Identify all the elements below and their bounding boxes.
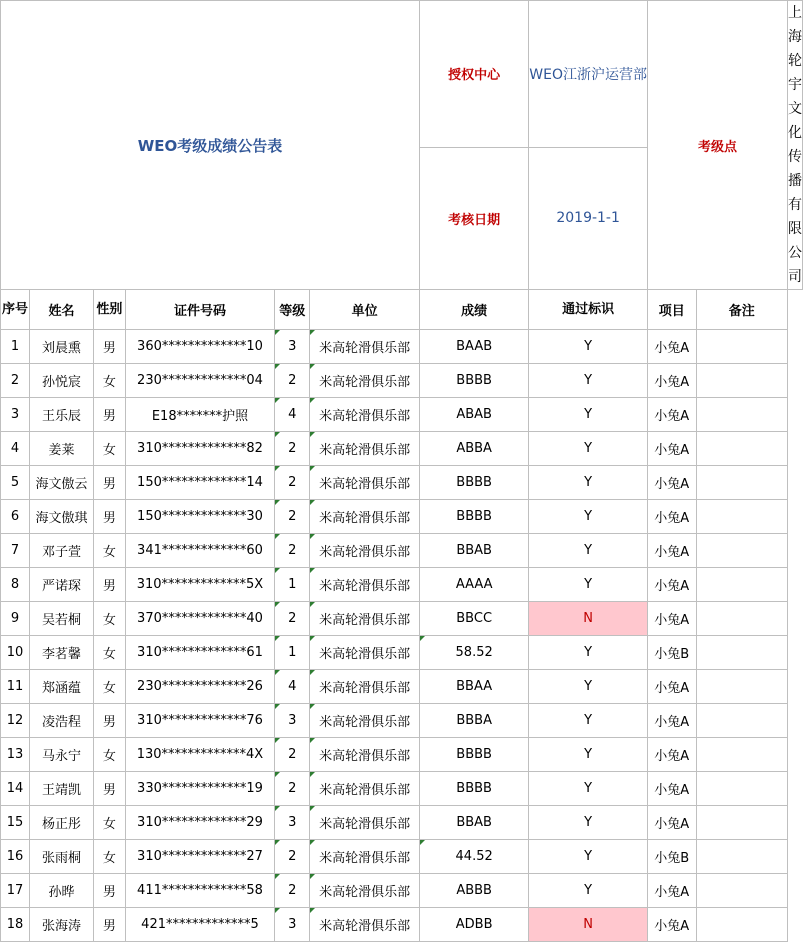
cell-seq[interactable]: 4 (1, 432, 30, 466)
cell-remark[interactable] (696, 330, 787, 364)
cell-pass[interactable]: Y (529, 330, 648, 364)
cell-gender[interactable]: 女 (94, 840, 126, 874)
cell-score[interactable]: ADBB (420, 908, 529, 942)
cell-unit[interactable]: 米高轮滑俱乐部 (310, 364, 420, 398)
cell-project[interactable]: 小兔A (647, 738, 696, 772)
cell-unit[interactable]: 米高轮滑俱乐部 (310, 772, 420, 806)
cell-gender[interactable]: 女 (94, 738, 126, 772)
cell-id[interactable]: 310*************82 (125, 432, 274, 466)
cell-score[interactable]: ABBB (420, 874, 529, 908)
cell-name[interactable]: 孙悦宸 (29, 364, 93, 398)
cell-name[interactable]: 凌浩程 (29, 704, 93, 738)
cell-unit[interactable]: 米高轮滑俱乐部 (310, 602, 420, 636)
cell-score[interactable]: BBAA (420, 670, 529, 704)
cell-gender[interactable]: 女 (94, 534, 126, 568)
cell-project[interactable]: 小兔B (647, 840, 696, 874)
cell-level[interactable]: 2 (275, 840, 310, 874)
cell-name[interactable]: 李茗馨 (29, 636, 93, 670)
table-row (1, 840, 803, 874)
cell-remark[interactable] (696, 534, 787, 568)
col-header-name[interactable]: 姓名 (29, 290, 93, 330)
cell-name[interactable]: 吴若桐 (29, 602, 93, 636)
cell-remark[interactable] (696, 602, 787, 636)
cell-unit[interactable]: 米高轮滑俱乐部 (310, 738, 420, 772)
col-header-seq[interactable]: 序号 (1, 290, 30, 330)
cell-seq[interactable]: 3 (1, 398, 30, 432)
cell-level[interactable]: 4 (275, 398, 310, 432)
table-row (1, 636, 803, 670)
cell-remark[interactable] (696, 874, 787, 908)
cell-seq[interactable]: 14 (1, 772, 30, 806)
cell-remark[interactable] (696, 840, 787, 874)
cell-unit[interactable]: 米高轮滑俱乐部 (310, 568, 420, 602)
cell-project[interactable]: 小兔A (647, 772, 696, 806)
cell-score[interactable]: ABAB (420, 398, 529, 432)
cell-id[interactable]: 411*************58 (125, 874, 274, 908)
cell-unit[interactable]: 米高轮滑俱乐部 (310, 806, 420, 840)
exam-date-label[interactable]: 考核日期 (420, 147, 529, 289)
cell-name[interactable]: 张海涛 (29, 908, 93, 942)
cell-remark[interactable] (696, 738, 787, 772)
cell-unit[interactable]: 米高轮滑俱乐部 (310, 398, 420, 432)
cell-score[interactable]: ABBA (420, 432, 529, 466)
cell-project[interactable]: 小兔A (647, 466, 696, 500)
table-row (1, 398, 803, 432)
cell-remark[interactable] (696, 806, 787, 840)
cell-gender[interactable]: 女 (94, 636, 126, 670)
cell-name[interactable]: 王靖凯 (29, 772, 93, 806)
cell-seq[interactable]: 17 (1, 874, 30, 908)
table-row (1, 500, 803, 534)
cell-name[interactable]: 海文傲云 (29, 466, 93, 500)
cell-score[interactable]: BBBB (420, 500, 529, 534)
cell-gender[interactable]: 男 (94, 330, 126, 364)
cell-seq[interactable]: 1 (1, 330, 30, 364)
exam-date-value[interactable]: 2019-1-1 (529, 147, 648, 289)
cell-score[interactable]: BBAB (420, 806, 529, 840)
cell-remark[interactable] (696, 500, 787, 534)
cell-level[interactable]: 1 (275, 568, 310, 602)
cell-name[interactable]: 姜莱 (29, 432, 93, 466)
table-row (1, 432, 803, 466)
cell-project[interactable]: 小兔A (647, 398, 696, 432)
cell-unit[interactable]: 米高轮滑俱乐部 (310, 500, 420, 534)
cell-unit[interactable]: 米高轮滑俱乐部 (310, 670, 420, 704)
cell-id[interactable]: 421*************5 (125, 908, 274, 942)
column-header-row (1, 290, 803, 330)
col-header-id[interactable]: 证件号码 (125, 290, 274, 330)
cell-remark[interactable] (696, 364, 787, 398)
cell-pass[interactable]: Y (529, 636, 648, 670)
cell-level[interactable]: 2 (275, 500, 310, 534)
table-row (1, 772, 803, 806)
cell-unit[interactable]: 米高轮滑俱乐部 (310, 704, 420, 738)
cell-name[interactable]: 杨正彤 (29, 806, 93, 840)
cell-gender[interactable]: 女 (94, 602, 126, 636)
cell-level[interactable]: 2 (275, 738, 310, 772)
cell-remark[interactable] (696, 398, 787, 432)
table-row (1, 364, 803, 398)
cell-score[interactable]: BAAB (420, 330, 529, 364)
cell-project[interactable]: 小兔A (647, 432, 696, 466)
cell-seq[interactable]: 10 (1, 636, 30, 670)
cell-gender[interactable]: 男 (94, 874, 126, 908)
cell-gender[interactable]: 男 (94, 568, 126, 602)
cell-id[interactable]: 230*************26 (125, 670, 274, 704)
cell-unit[interactable]: 米高轮滑俱乐部 (310, 466, 420, 500)
cell-remark[interactable] (696, 432, 787, 466)
cell-id[interactable]: 310*************5X (125, 568, 274, 602)
table-row (1, 330, 803, 364)
table-row (1, 670, 803, 704)
cell-project[interactable]: 小兔A (647, 500, 696, 534)
cell-pass[interactable]: Y (529, 806, 648, 840)
cell-name[interactable]: 邓子萱 (29, 534, 93, 568)
cell-pass[interactable]: Y (529, 704, 648, 738)
cell-score[interactable]: BBBB (420, 364, 529, 398)
cell-seq[interactable]: 18 (1, 908, 30, 942)
cell-level[interactable]: 2 (275, 466, 310, 500)
table-row (1, 602, 803, 636)
cell-unit[interactable]: 米高轮滑俱乐部 (310, 432, 420, 466)
cell-id[interactable]: 150*************30 (125, 500, 274, 534)
cell-id[interactable]: 330*************19 (125, 772, 274, 806)
exam-venue-label[interactable]: 考级点 (647, 1, 787, 290)
cell-seq[interactable]: 11 (1, 670, 30, 704)
cell-id[interactable]: E18*******护照 (125, 398, 274, 432)
cell-score[interactable]: AAAA (420, 568, 529, 602)
cell-name[interactable]: 严诺琛 (29, 568, 93, 602)
cell-id[interactable]: 150*************14 (125, 466, 274, 500)
cell-gender[interactable]: 男 (94, 772, 126, 806)
cell-id[interactable]: 341*************60 (125, 534, 274, 568)
cell-project[interactable]: 小兔A (647, 874, 696, 908)
cell-id[interactable]: 310*************29 (125, 806, 274, 840)
cell-name[interactable]: 张雨桐 (29, 840, 93, 874)
cell-remark[interactable] (696, 568, 787, 602)
cell-project[interactable]: 小兔A (647, 364, 696, 398)
cell-id[interactable]: 370*************40 (125, 602, 274, 636)
cell-name[interactable]: 刘晨熏 (29, 330, 93, 364)
cell-gender[interactable]: 男 (94, 466, 126, 500)
cell-gender[interactable]: 女 (94, 670, 126, 704)
cell-score[interactable]: 58.52 (420, 636, 529, 670)
cell-seq[interactable]: 12 (1, 704, 30, 738)
cell-id[interactable]: 360*************10 (125, 330, 274, 364)
sheet-title[interactable]: WEO考级成绩公告表 (1, 1, 420, 290)
cell-level[interactable]: 2 (275, 772, 310, 806)
cell-unit[interactable]: 米高轮滑俱乐部 (310, 534, 420, 568)
cell-project[interactable]: 小兔A (647, 704, 696, 738)
col-header-project[interactable]: 项目 (647, 290, 696, 330)
cell-id[interactable]: 310*************61 (125, 636, 274, 670)
cell-project[interactable]: 小兔B (647, 636, 696, 670)
cell-gender[interactable]: 女 (94, 432, 126, 466)
cell-project[interactable]: 小兔A (647, 806, 696, 840)
cell-pass[interactable]: Y (529, 466, 648, 500)
cell-unit[interactable]: 米高轮滑俱乐部 (310, 840, 420, 874)
col-header-score[interactable]: 成绩 (420, 290, 529, 330)
cell-project[interactable]: 小兔A (647, 602, 696, 636)
cell-score[interactable]: BBBB (420, 466, 529, 500)
cell-gender[interactable]: 男 (94, 704, 126, 738)
table-row (1, 738, 803, 772)
table-row (1, 908, 803, 942)
cell-project[interactable]: 小兔A (647, 670, 696, 704)
cell-pass[interactable]: N (529, 908, 648, 942)
cell-pass[interactable]: Y (529, 568, 648, 602)
cell-remark[interactable] (696, 772, 787, 806)
cell-score[interactable]: BBCC (420, 602, 529, 636)
cell-seq[interactable]: 9 (1, 602, 30, 636)
cell-pass[interactable]: N (529, 602, 648, 636)
cell-level[interactable]: 2 (275, 602, 310, 636)
table-row (1, 568, 803, 602)
cell-name[interactable]: 郑涵蕴 (29, 670, 93, 704)
cell-gender[interactable]: 男 (94, 908, 126, 942)
cell-pass[interactable]: Y (529, 670, 648, 704)
cell-level[interactable]: 3 (275, 704, 310, 738)
cell-score[interactable]: BBBA (420, 704, 529, 738)
cell-score[interactable]: BBBB (420, 738, 529, 772)
cell-pass[interactable]: Y (529, 398, 648, 432)
cell-id[interactable]: 310*************76 (125, 704, 274, 738)
col-header-pass[interactable]: 通过标识 (529, 290, 648, 330)
cell-level[interactable]: 3 (275, 908, 310, 942)
cell-name[interactable]: 孙晔 (29, 874, 93, 908)
cell-remark[interactable] (696, 466, 787, 500)
cell-project[interactable]: 小兔A (647, 568, 696, 602)
cell-project[interactable]: 小兔A (647, 534, 696, 568)
cell-pass[interactable]: Y (529, 534, 648, 568)
cell-name[interactable]: 王乐辰 (29, 398, 93, 432)
cell-id[interactable]: 130*************4X (125, 738, 274, 772)
table-row (1, 704, 803, 738)
cell-seq[interactable]: 6 (1, 500, 30, 534)
auth-center-label[interactable]: 授权中心 (420, 1, 529, 148)
cell-seq[interactable]: 5 (1, 466, 30, 500)
cell-seq[interactable]: 8 (1, 568, 30, 602)
cell-level[interactable]: 2 (275, 432, 310, 466)
cell-remark[interactable] (696, 670, 787, 704)
cell-pass[interactable]: Y (529, 738, 648, 772)
cell-level[interactable]: 3 (275, 330, 310, 364)
col-header-gender[interactable]: 性别 (94, 290, 126, 330)
cell-pass[interactable]: Y (529, 500, 648, 534)
cell-seq[interactable]: 13 (1, 738, 30, 772)
cell-score[interactable]: 44.52 (420, 840, 529, 874)
cell-name[interactable]: 马永宁 (29, 738, 93, 772)
exam-venue-value[interactable]: 上海轮宇文化传播有限公司 (788, 1, 803, 290)
col-header-unit[interactable]: 单位 (310, 290, 420, 330)
cell-level[interactable]: 3 (275, 806, 310, 840)
cell-level[interactable]: 2 (275, 364, 310, 398)
cell-gender[interactable]: 男 (94, 398, 126, 432)
cell-id[interactable]: 230*************04 (125, 364, 274, 398)
cell-seq[interactable]: 2 (1, 364, 30, 398)
cell-remark[interactable] (696, 704, 787, 738)
table-row (1, 806, 803, 840)
cell-level[interactable]: 4 (275, 670, 310, 704)
cell-seq[interactable]: 7 (1, 534, 30, 568)
cell-remark[interactable] (696, 908, 787, 942)
cell-unit[interactable]: 米高轮滑俱乐部 (310, 874, 420, 908)
cell-pass[interactable]: Y (529, 874, 648, 908)
table-row (1, 534, 803, 568)
cell-unit[interactable]: 米高轮滑俱乐部 (310, 908, 420, 942)
table-row (1, 874, 803, 908)
cell-seq[interactable]: 15 (1, 806, 30, 840)
cell-score[interactable]: BBBB (420, 772, 529, 806)
cell-unit[interactable]: 米高轮滑俱乐部 (310, 330, 420, 364)
cell-seq[interactable]: 16 (1, 840, 30, 874)
cell-project[interactable]: 小兔A (647, 330, 696, 364)
cell-level[interactable]: 2 (275, 534, 310, 568)
cell-level[interactable]: 2 (275, 874, 310, 908)
table-row (1, 466, 803, 500)
cell-score[interactable]: BBAB (420, 534, 529, 568)
cell-level[interactable]: 1 (275, 636, 310, 670)
cell-project[interactable]: 小兔A (647, 908, 696, 942)
cell-id[interactable]: 310*************27 (125, 840, 274, 874)
col-header-level[interactable]: 等级 (275, 290, 310, 330)
cell-pass[interactable]: Y (529, 364, 648, 398)
cell-pass[interactable]: Y (529, 432, 648, 466)
cell-gender[interactable]: 男 (94, 500, 126, 534)
cell-name[interactable]: 海文傲琪 (29, 500, 93, 534)
cell-remark[interactable] (696, 636, 787, 670)
cell-pass[interactable]: Y (529, 772, 648, 806)
cell-gender[interactable]: 女 (94, 806, 126, 840)
cell-gender[interactable]: 女 (94, 364, 126, 398)
auth-center-value[interactable]: WEO江浙沪运营部 (529, 1, 648, 148)
col-header-remark[interactable]: 备注 (696, 290, 787, 330)
cell-pass[interactable]: Y (529, 840, 648, 874)
cell-unit[interactable]: 米高轮滑俱乐部 (310, 636, 420, 670)
